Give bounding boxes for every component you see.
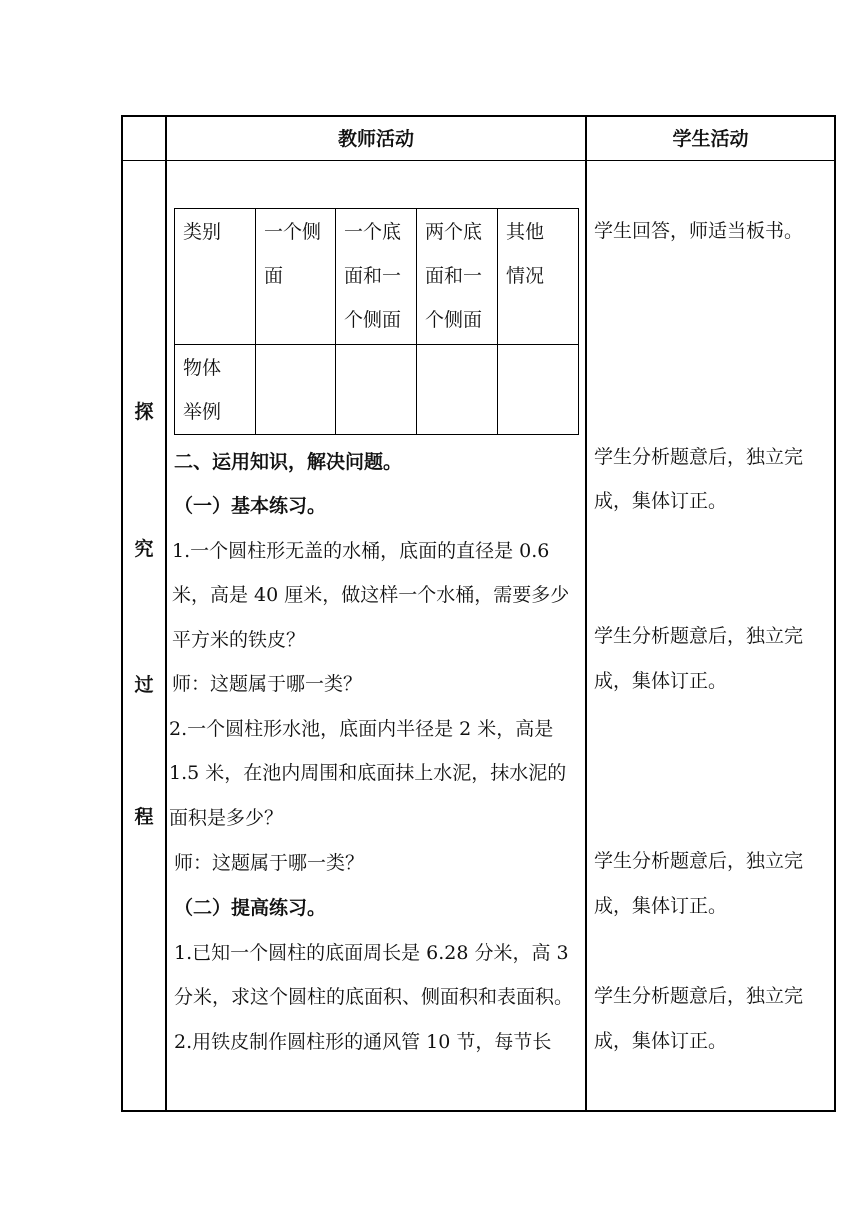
inner-table-top xyxy=(174,208,579,209)
header-bottom-border xyxy=(121,160,836,161)
inner-header-other: 其他 情况 xyxy=(506,221,545,287)
teacher-student-divider xyxy=(585,115,587,1112)
outer-bottom-border xyxy=(121,1110,836,1112)
side-label-char: 究 xyxy=(134,538,154,560)
side-col-divider xyxy=(165,115,167,1112)
student-response-3-line2: 成，集体订正。 xyxy=(594,670,728,692)
q4-line-1: 2.用铁皮制作圆柱形的通风管 10 节，每节长 xyxy=(174,1031,552,1053)
side-label-char: 程 xyxy=(134,806,154,828)
q3-line-1: 1.已知一个圆柱的底面周长是 6.28 分米，高 3 xyxy=(174,942,569,964)
student-response-5-line2: 成，集体订正。 xyxy=(594,1030,728,1052)
inner-header-one-base-one-side: 一个底 面和一 个侧面 xyxy=(344,221,402,331)
side-label-char: 过 xyxy=(134,674,154,696)
inner-table-bottom xyxy=(174,434,579,435)
q2-line-1: 2.一个圆柱形水池，底面内半径是 2 米，高是 xyxy=(169,718,554,740)
q2-line-2: 1.5 米，在池内周围和底面抹上水泥，抹水泥的 xyxy=(169,762,567,784)
inner-header-two-base-one-side: 两个底 面和一 个侧面 xyxy=(425,221,483,331)
outer-right-border xyxy=(834,115,836,1112)
student-response-5-line1: 学生分析题意后，独立完 xyxy=(594,985,804,1007)
inner-table-vline xyxy=(335,208,336,435)
student-response-4-line1: 学生分析题意后，独立完 xyxy=(594,850,804,872)
student-response-4-line2: 成，集体订正。 xyxy=(594,895,728,917)
side-label-char: 探 xyxy=(134,401,154,423)
q1-line-3: 平方米的铁皮？ xyxy=(172,629,306,651)
student-response-1: 学生回答，师适当板书。 xyxy=(594,220,804,242)
inner-table-vline xyxy=(497,208,498,435)
inner-table-vline xyxy=(578,208,579,435)
q2-line-3: 面积是多少？ xyxy=(169,807,284,829)
inner-header-one-side: 一个侧 面 xyxy=(264,221,322,287)
student-response-3-line1: 学生分析题意后，独立完 xyxy=(594,625,804,647)
student-response-2-line1: 学生分析题意后，独立完 xyxy=(594,446,804,468)
q3-line-2: 分米，求这个圆柱的底面积、侧面积和表面积。 xyxy=(174,986,574,1008)
outer-left-border xyxy=(121,115,123,1112)
student-response-2-line2: 成，集体订正。 xyxy=(594,490,728,512)
inner-table-vline xyxy=(255,208,256,435)
inner-header-category: 类别 xyxy=(183,221,222,243)
q1-line-1: 1.一个圆柱形无盖的水桶，底面的直径是 0.6 xyxy=(172,540,550,562)
advanced-practice-title: （二）提高练习。 xyxy=(174,897,327,919)
inner-row-label: 物体 举例 xyxy=(183,357,222,423)
inner-table-vline xyxy=(174,208,175,435)
inner-table-vline xyxy=(416,208,417,435)
section2-title: 二、运用知识，解决问题。 xyxy=(174,451,403,473)
outer-top-border xyxy=(121,115,836,117)
student-activity-header: 学生活动 xyxy=(672,128,749,150)
basic-practice-title: （一）基本练习。 xyxy=(174,495,327,517)
inner-table-mid xyxy=(174,344,579,345)
q1-teacher-question: 师：这题属于哪一类？ xyxy=(172,673,363,695)
teacher-activity-header: 教师活动 xyxy=(337,128,414,150)
q2-teacher-question: 师：这题属于哪一类？ xyxy=(174,852,365,874)
q1-line-2: 米，高是 40 厘米，做这样一个水桶，需要多少 xyxy=(172,584,570,606)
